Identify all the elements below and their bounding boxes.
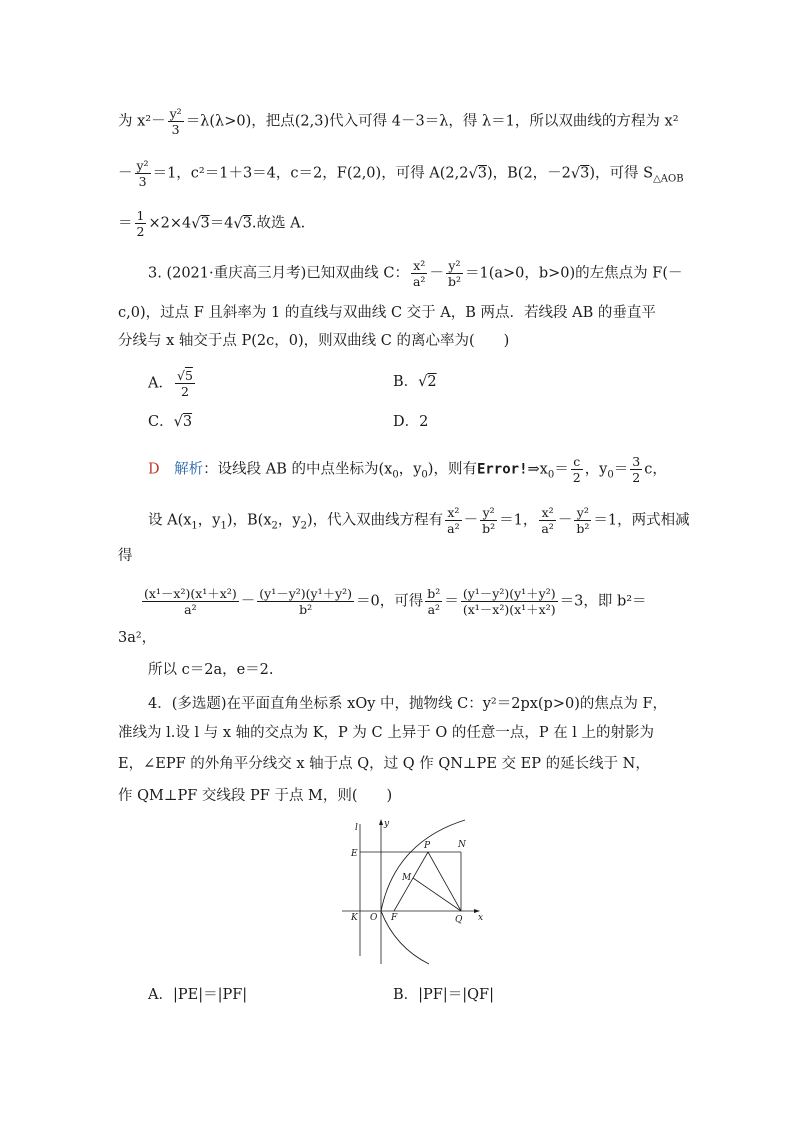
- fraction: $\frac{3}{2}$: [632, 454, 641, 485]
- fraction: $\frac{\text{x²}}{\text{a²}}$: [447, 505, 460, 536]
- q4-stem-line-1: 4．(多选题)在平面直角坐标系 xOy 中，抛物线 C：y²＝2px(p>0)的焦点为 F，: [148, 696, 668, 712]
- fraction: $\frac{\text{x²}}{\text{a²}}$: [541, 505, 554, 536]
- fraction: $\frac{\text{(y¹－y²)(y¹＋y²)}}{\text{(x¹－x²)(x¹＋x²)}}$: [462, 586, 556, 617]
- segment-pq: [428, 852, 461, 911]
- q3-solution-line-2: 设 $A(x_1$，$y_1$)，$B(x_2$，$y_2$)，代入双曲线方程有 $\frac{\text{x²}}{\text{a²}}$ － $\frac{\text{y²}}{\text{b²}}$ ＝1， $\frac{\text{x²}}{\text{a²}}$ － $\frac{\text{y²}}{\text{b²}}$ ＝1，两式相减: [148, 505, 690, 536]
- label-q: Q: [455, 915, 463, 925]
- fraction: $\frac{\text{(y¹－y²)(y¹＋y²)}}{\text{b²}}$: [259, 586, 353, 617]
- q3-solution-line-5: 3a²，: [118, 630, 157, 646]
- q3-solution-line-3: 得: [118, 548, 133, 564]
- prev-solution-line-2: － $\frac{\text{y²}}{3}$ ＝1，c²＝1＋3＝4，c＝2，F(2,0)，可得 A(2,2√ 3)，B(2，－2√ 3)，可得 $S_{\triangle AOB}$: [118, 158, 684, 189]
- label-l: l: [355, 823, 358, 833]
- fraction: $\frac{\text{(x¹－x²)(x¹＋x²)}}{\text{a²}}$: [144, 586, 237, 617]
- fraction: √ $\frac{5}{2}$: [175, 368, 195, 399]
- label-e: E: [351, 849, 358, 859]
- prev-solution-line-1: 为 x²－ $\frac{\text{y²}}{3}$ ＝λ(λ>0)，把点(2,3)代入可得 4－3＝λ，得 λ＝1，所以双曲线的方程为 x²: [118, 106, 679, 137]
- q3-option-d: D．2: [393, 414, 429, 430]
- q3-stem-line-3: 分线与 x 轴交于点 P(2c，0)，则双曲线 C 的离心率为( ): [118, 333, 510, 349]
- fraction: $\frac{1}{2}$: [136, 208, 145, 239]
- label-p: P: [424, 841, 431, 851]
- answer-letter: D: [148, 461, 160, 478]
- fraction: $\frac{\text{x²}}{\text{a²}}$: [412, 258, 426, 289]
- label-o: O: [370, 913, 378, 923]
- analysis-label: 解析: [174, 461, 204, 478]
- q3-option-a: A． √ $\frac{5}{2}$: [148, 368, 197, 399]
- q4-option-a: A．|PE|＝|PF|: [148, 987, 248, 1003]
- q3-option-b: B．√ 2: [393, 372, 437, 392]
- fraction: $\frac{c}{2}$: [572, 454, 581, 485]
- prev-solution-line-3: ＝ $\frac{1}{2}$ ×2×4√ 3＝4√ 3.故选 A.: [118, 208, 305, 239]
- label-x: x: [478, 913, 484, 923]
- y-axis-arrow: [379, 819, 383, 825]
- q3-solution-line-1: D 解析：设线段 AB 的中点坐标为($x_0$，$y_0$)，则有$Error!\Rightarrow x_0=$ $\frac{c}{2}$ ，$y_0=$ $\frac{3}{2}$ c，: [148, 454, 667, 485]
- q4-stem-line-3: E，∠EPF 的外角平分线交 x 轴于点 Q，过 Q 作 QN⊥PE 交 EP 的延长线于 N，: [118, 756, 650, 772]
- parabola-curve: [381, 820, 465, 964]
- label-n: N: [458, 840, 466, 850]
- q3-solution-line-4: $\frac{\text{(x¹－x²)(x¹＋x²)}}{\text{a²}}$ － $\frac{\text{(y¹－y²)(y¹＋y²)}}{\text{b²}}$ ＝0，可得 $\frac{\text{b²}}{\text{a²}}$ ＝ $\frac{\text{(y¹－y²)(y¹＋y²)}}{\text{(x¹－x²)(x¹＋x²)}}$ ＝3，即 b²＝: [144, 586, 647, 617]
- fraction: $\frac{\text{y²}}{3}$: [136, 158, 149, 189]
- q4-stem-line-4: 作 QM⊥PF 交线段 PF 于点 M，则( ): [118, 788, 393, 804]
- label-f: F: [391, 913, 398, 923]
- q3-stem-line-2: c,0)，过点 F 且斜率为 1 的直线与双曲线 C 交于 A，B 两点．若线段 AB 的垂直平: [118, 305, 656, 321]
- fraction: $\frac{\text{y²}}{3}$: [169, 106, 182, 137]
- q3-option-c: C．√ 3: [148, 412, 192, 432]
- segment-mq: [413, 878, 461, 911]
- fraction: $\frac{\text{y²}}{\text{b²}}$: [447, 258, 461, 289]
- q4-stem-line-2: 准线为 l.设 l 与 x 轴的交点为 K，P 为 C 上异于 O 的任意一点，P 在 l 上的射影为: [118, 725, 655, 741]
- q4-option-b: B．|PF|＝|QF|: [393, 987, 494, 1003]
- fraction: $\frac{\text{y²}}{\text{b²}}$: [482, 505, 496, 536]
- parabola-figure: [337, 816, 487, 968]
- label-k: K: [351, 913, 358, 923]
- q3-stem-line-1: 3. (2021·重庆高三月考)已知双曲线 C： $\frac{\text{x²}}{\text{a²}}$ － $\frac{\text{y²}}{\text{b²}}$ ＝1(a>0，b>0)的左焦点为 F(－: [148, 258, 683, 289]
- q3-solution-line-6: 所以 c＝2a，e＝2.: [148, 662, 274, 678]
- label-y: y: [384, 819, 390, 829]
- fraction: $\frac{\text{y²}}{\text{b²}}$: [576, 505, 590, 536]
- label-m: M: [402, 873, 412, 883]
- error-marker: Error!: [476, 461, 528, 478]
- fraction: $\frac{\text{b²}}{\text{a²}}$: [427, 586, 441, 617]
